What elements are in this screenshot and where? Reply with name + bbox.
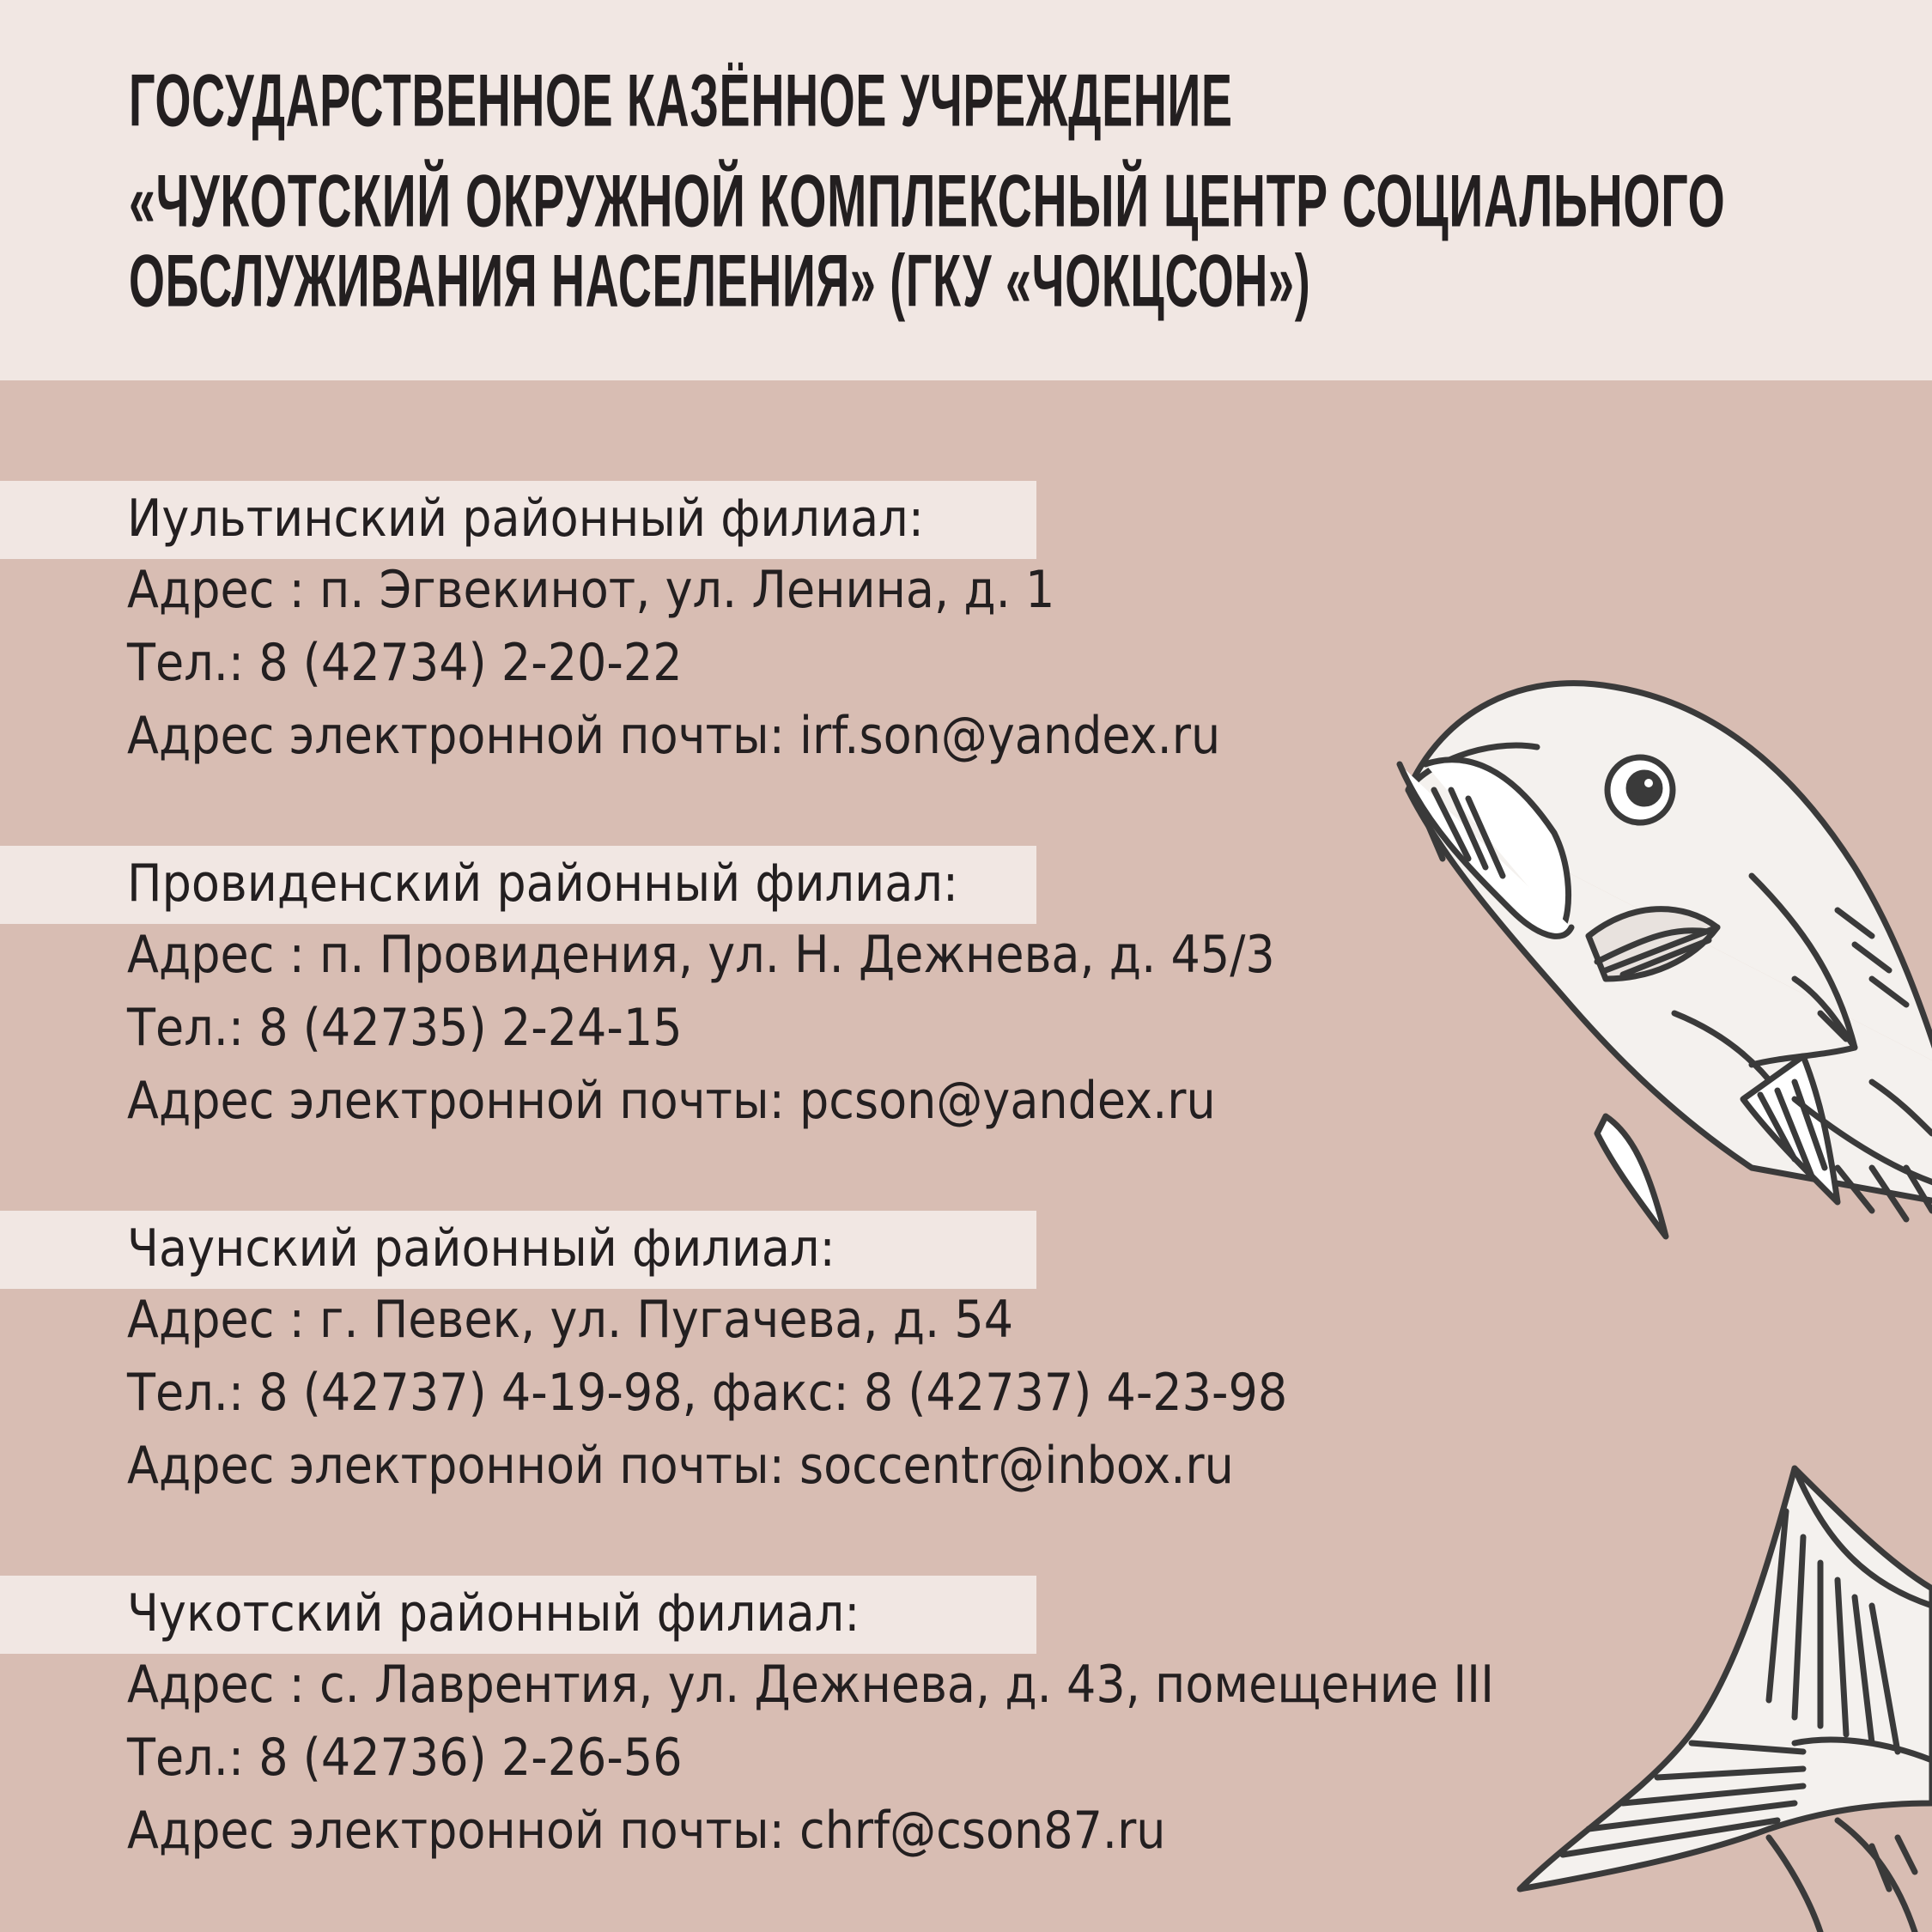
branch-title-bar	[0, 846, 1036, 924]
branch-phone: Тел.: 8 (42734) 2-20-22	[127, 633, 683, 693]
branch-title: Провиденский районный филиал:	[127, 854, 959, 914]
branch-address: Адрес : п. Эгвекинот, ул. Ленина, д. 1	[127, 560, 1055, 620]
branch-address: Адрес : п. Провидения, ул. Н. Дежнева, д. 45/3	[127, 925, 1275, 985]
header-line-2: «ЧУКОТСКИЙ ОКРУЖНОЙ КОМПЛЕКСНЫЙ ЦЕНТР СОЦИАЛЬНОГО	[129, 160, 1726, 243]
fish-head-illustration	[1391, 653, 1932, 1271]
branch-address: Адрес : с. Лаврентия, ул. Дежнева, д. 43, помещение III	[127, 1655, 1495, 1715]
branch-phone: Тел.: 8 (42737) 4-19-98, факс: 8 (42737) 4-23-98	[127, 1363, 1288, 1423]
branch-title: Чаунский районный филиал:	[127, 1218, 835, 1279]
branch-title-bar	[0, 481, 1036, 559]
branch-title: Чукотский районный филиал:	[127, 1583, 860, 1643]
header-line-3: ОБСЛУЖИВАНИЯ НАСЕЛЕНИЯ» (ГКУ «ЧОКЦСОН»)	[129, 240, 1311, 323]
header-line-1: ГОСУДАРСТВЕННОЕ КАЗЁННОЕ УЧРЕЖДЕНИЕ	[129, 59, 1233, 143]
branch-phone: Тел.: 8 (42735) 2-24-15	[127, 998, 683, 1058]
branch-title-bar	[0, 1211, 1036, 1289]
fish-tail-illustration	[1511, 1460, 1932, 1932]
branch-title: Иультинский районный филиал:	[127, 489, 924, 549]
branch-title-bar	[0, 1576, 1036, 1654]
branch-address: Адрес : г. Певек, ул. Пугачева, д. 54	[127, 1290, 1014, 1350]
branch-phone: Тел.: 8 (42736) 2-26-56	[127, 1728, 683, 1788]
header-banner	[0, 0, 1932, 380]
branch-email: Адрес электронной почты: chrf@cson87.ru	[127, 1801, 1166, 1861]
branch-email: Адрес электронной почты: soccentr@inbox.ru	[127, 1436, 1234, 1496]
branch-email: Адрес электронной почты: irf.son@yandex.ru	[127, 706, 1221, 766]
branch-email: Адрес электронной почты: pcson@yandex.ru	[127, 1071, 1216, 1131]
